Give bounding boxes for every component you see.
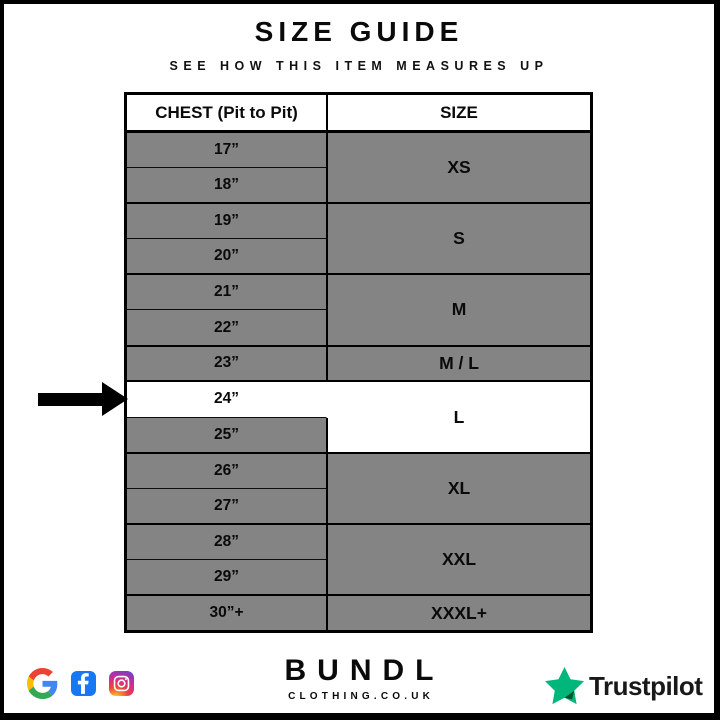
- size-cell: XL: [327, 453, 592, 524]
- chest-column-header: CHEST (Pit to Pit): [126, 94, 328, 132]
- size-cell: XXXL+: [327, 595, 592, 631]
- arrow-shaft: [38, 393, 102, 406]
- table-header-row: [126, 94, 592, 132]
- chest-cell: 26”: [126, 453, 328, 489]
- trustpilot-label: Trustpilot: [589, 670, 703, 701]
- size-cell: XXL: [327, 524, 592, 595]
- chest-cell: 23”: [126, 346, 328, 382]
- chest-cell: 20”: [126, 239, 328, 275]
- size-cell: XS: [327, 132, 592, 203]
- brand-name: BUNDL: [284, 654, 445, 687]
- chest-cell: 17”: [126, 132, 328, 168]
- chest-cell: 21”: [126, 274, 328, 310]
- chest-cell: 29”: [126, 560, 328, 596]
- size-table-body: [126, 132, 592, 632]
- table-row: [126, 203, 592, 239]
- chest-cell: 18”: [126, 167, 328, 203]
- size-cell: M: [327, 274, 592, 345]
- chest-cell: 24”: [126, 381, 328, 417]
- size-cell: M / L: [327, 346, 592, 382]
- size-cell: S: [327, 203, 592, 274]
- chest-cell: 25”: [126, 417, 328, 453]
- page-title: SIZE GUIDE: [254, 16, 464, 47]
- size-cell: L: [327, 381, 592, 452]
- chest-cell: 22”: [126, 310, 328, 346]
- trustpilot-star-icon: [544, 667, 585, 705]
- page-subtitle: SEE HOW THIS ITEM MEASURES UP: [169, 59, 549, 73]
- chest-cell: 19”: [126, 203, 328, 239]
- table-row: [126, 346, 592, 382]
- brand-domain: CLOTHING.CO.UK: [288, 691, 435, 702]
- size-column-header: SIZE: [327, 94, 592, 132]
- trustpilot-link[interactable]: [544, 667, 702, 705]
- chest-cell: 28”: [126, 524, 328, 560]
- arrow-head-icon: [102, 382, 128, 416]
- table-row: [126, 381, 592, 417]
- chest-cell: 30”+: [126, 595, 328, 631]
- selected-size-arrow: [38, 382, 128, 416]
- chest-cell: 27”: [126, 488, 328, 524]
- table-row: [126, 274, 592, 310]
- size-table: [124, 92, 593, 633]
- table-row: [126, 595, 592, 631]
- table-row: [126, 453, 592, 489]
- table-row: [126, 524, 592, 560]
- table-row: [126, 132, 592, 168]
